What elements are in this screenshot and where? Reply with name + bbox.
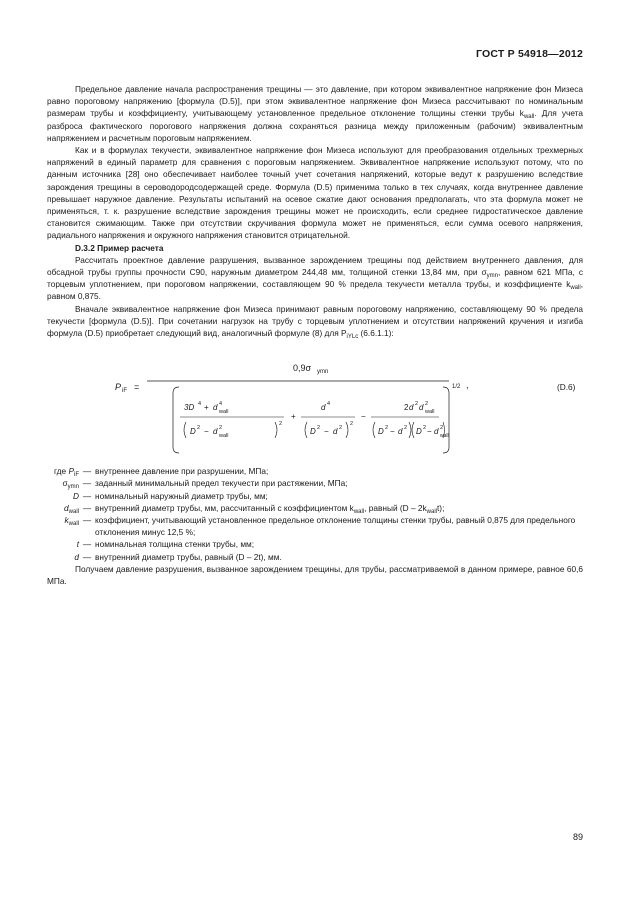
- definition-row: [47, 490, 583, 502]
- definition-row: [47, 465, 583, 477]
- paragraph-4-text-a: Вначале эквивалентное напряжение фон Мизеса принимают равным пороговому напряжению, составляющему 90 % предела текучести [формула (D.5)]. При сочетании нагрузок на трубу с торцевым уплотнением и отсутствии напряжений кручения и изгиба формула (D.5) приобретает следующий вид, аналогичный формуле (8) для P: [47, 303, 583, 339]
- paragraph-3-text-c: , равном 0,875.: [47, 279, 583, 302]
- definitions-list: [47, 465, 583, 563]
- term2-den-outer-exp: 2: [350, 421, 354, 428]
- term3-lparen2: [412, 422, 414, 438]
- definition-dash: —: [82, 466, 92, 477]
- paragraph-5: Получаем давление разрушения, вызванное зарождением трещины, для трубы, рассматриваемой в данном примере, равное 60,6 МПа.: [47, 563, 583, 587]
- term1-den-exp1: 2: [197, 425, 201, 432]
- term2-exp: 4: [327, 401, 331, 408]
- term3-den-minus2: −: [427, 427, 432, 437]
- term1-d-sub: wall: [219, 409, 229, 416]
- definition-dash: —: [82, 478, 92, 489]
- definition-dash: —: [82, 551, 92, 562]
- definition-dash: —: [82, 502, 92, 513]
- definition-text: номинальный наружный диаметр трубы, мм;: [95, 490, 268, 501]
- subscript: iYLc: [346, 334, 359, 341]
- formula-d6: [47, 343, 583, 461]
- definition-dash: —: [82, 515, 92, 526]
- term2-den-exp2: 2: [339, 425, 343, 432]
- paragraph-1-rest: . Для учета разброса фактического порогового напряжения должна сохраняться разница между приложенным (рабочим) эквивалентным напряжением и расчетным пороговым напряжением.: [47, 108, 583, 143]
- term3-exp1: 2: [415, 401, 419, 408]
- term3-den-exp3: 2: [423, 425, 427, 432]
- formula-comma: ,: [466, 380, 469, 391]
- definition-text: коэффициент, учитывающий установленное предельное отклонение толщины стенки трубы, равный 0,875 для предельного отклонения минус 12,5 %;: [95, 515, 576, 538]
- term1-rparen: [275, 422, 277, 438]
- term1-lparen: [184, 422, 186, 438]
- paragraph-4: [47, 303, 583, 340]
- term2-den-D: D: [310, 427, 316, 437]
- term3-den-minus1: −: [390, 427, 395, 437]
- definition-text: внутреннее давление при разрушении, МПа;: [95, 466, 269, 477]
- paragraph-3-text-b: , равном 621 МПа, с торцевым уплотнением, при пороговом напряжении, составляющем 90 % предела текучести металла трубы, и коэффициенте k: [47, 267, 583, 290]
- term1-den-sub: wall: [219, 433, 229, 440]
- document-header: ГОСТ Р 54918—2012: [475, 48, 583, 60]
- term2-d: d: [321, 403, 326, 413]
- subscript: wall: [570, 285, 581, 292]
- term3-d2: d: [419, 403, 424, 413]
- formula-left-brace: [173, 387, 179, 453]
- formula-number: (D.6): [557, 382, 576, 393]
- definition-text: заданный минимальный предел текучести при растяжении, МПа;: [95, 478, 348, 489]
- term2-den-exp1: 2: [317, 425, 321, 432]
- paragraph-2: Как и в формулах текучести, эквивалентное напряжение фон Мизеса используют для преобразования отдельных трехмерных напряжений в единый параметр для сравнения с пороговым напряжением. Эквивалентное напряжение используют потому, что по данным источника [28] оно обеспечивает наиболее точный учет сочетания напряжений, которые ведут к разрушению вследствие зарождения трещины в сероводородсодержащей среде. Формула (D.5) применима только в тех случаях, когда внутреннее давление превышает наружное давление. Результаты испытаний на осевое сжатие дают основания предполагать, что эта формула может не применяться, т. к. разрушение вследствие зарождения трещины может не происходить, если среднее гидростатическое давление становится сжимающим. Также при отсутствии скручивания формула может не применяться, если сумма осевого напряжения, радиального напряжения и окружного напряжения становится отрицательной.: [47, 145, 583, 241]
- formula-right-brace: [443, 387, 449, 453]
- formula-minus: −: [361, 412, 366, 422]
- definition-text: номинальная толщина стенки трубы, мм;: [95, 539, 255, 550]
- term1-d-exp: 4: [219, 401, 223, 408]
- term3-den-d2: d: [434, 427, 439, 437]
- formula-lhs-sub: iF: [122, 388, 127, 395]
- paragraph-3-text-a: Рассчитать проектное давление разрушения, вызванное зарождением трещины под действием внутреннего давления, для обсадной трубы группы прочности С90, наружным диаметром 244,48 мм, толщиной стенки 13,84 мм, при σ: [47, 254, 583, 278]
- term3-lparen1: [373, 422, 375, 438]
- term3-den-D: D: [378, 427, 384, 437]
- definition-dash: —: [82, 539, 92, 550]
- paragraph-1: [47, 83, 583, 144]
- term1-exp: 4: [198, 401, 202, 408]
- term2-lparen: [305, 422, 307, 438]
- definition-text: внутренний диаметр трубы, мм, рассчитанный с коэффициентом $k_{wall}$, равный $(D - 2k_{wall}t)$;: [95, 502, 445, 515]
- term1-den-exp2: 2: [219, 425, 223, 432]
- term1-den-outer-exp: 2: [279, 421, 283, 428]
- definition-text: внутренний диаметр трубы, равный (D – 2t), мм.: [95, 551, 282, 562]
- term1-den-d: d: [213, 427, 218, 437]
- term1-den-D: D: [190, 427, 196, 437]
- formula-plus: +: [291, 412, 296, 422]
- definition-symbol: $k_{wall}$: [64, 515, 79, 528]
- definition-symbol: t: [76, 539, 79, 550]
- definition-symbol: D: [73, 490, 79, 501]
- definition-row: [47, 514, 583, 538]
- subscript: wall: [523, 114, 535, 121]
- term3-sub: wall: [425, 409, 435, 416]
- term3-den-exp2: 2: [404, 425, 408, 432]
- definition-symbol: $\sigma_{ymn}$: [62, 478, 79, 491]
- term3-d: d: [409, 403, 414, 413]
- definition-row: [47, 551, 583, 563]
- term1-plus: +: [204, 403, 209, 413]
- formula-numerator: 0,9σ: [293, 363, 312, 374]
- formula-equals: =: [134, 382, 140, 393]
- section-heading: D.3.2 Пример расчета: [75, 242, 164, 253]
- term3-den-exp4: 2: [440, 425, 444, 432]
- page-number: 89: [572, 832, 583, 842]
- term1-den-minus: −: [204, 427, 209, 437]
- term3-den-exp1: 2: [385, 425, 389, 432]
- term3-den-d: d: [398, 427, 403, 437]
- term3-exp2: 2: [425, 401, 429, 408]
- definition-symbol: $d_{wall}$: [64, 502, 79, 515]
- definition-row: [47, 502, 583, 514]
- formula-exponent: 1/2: [452, 384, 461, 391]
- definition-dash: —: [82, 490, 92, 501]
- term3-2: 2: [404, 403, 409, 413]
- definition-row: [47, 477, 583, 489]
- paragraph-1-text: Предельное давление начала распространения трещины — это давление, при котором эквивалентное напряжение фон Мизеса равно пороговому напряжению [формула (D.5)], при этом эквивалентное напряжение фон Мизеса рассчитывают по номинальным размерам трубы и коэффициенту, учитывающему установленное предельное отклонение толщины стенки трубы k: [47, 84, 583, 119]
- document-body: [47, 83, 583, 587]
- definition-row: [47, 538, 583, 550]
- term1-d: d: [213, 403, 218, 413]
- term1-D: 3D: [184, 403, 195, 413]
- term2-rparen: [346, 422, 348, 438]
- term3-rparen1: [409, 422, 411, 438]
- term2-den-d: d: [333, 427, 338, 437]
- paragraph-3: [47, 254, 583, 303]
- definition-symbol: d: [74, 551, 79, 562]
- definitions-intro: где: [54, 466, 67, 477]
- term3-den-sub: wall: [440, 433, 449, 440]
- definition-symbol: где $P_{iF}$: [54, 466, 79, 479]
- formula-graphic: [47, 343, 583, 461]
- paragraph-4-text-b: (6.6.1.1):: [358, 328, 394, 339]
- formula-lhs: P: [115, 382, 122, 393]
- term2-den-minus: −: [324, 427, 329, 437]
- formula-numerator-sub: ymn: [317, 369, 329, 376]
- term3-den-D2: D: [416, 427, 422, 437]
- subscript: ymn: [486, 273, 499, 280]
